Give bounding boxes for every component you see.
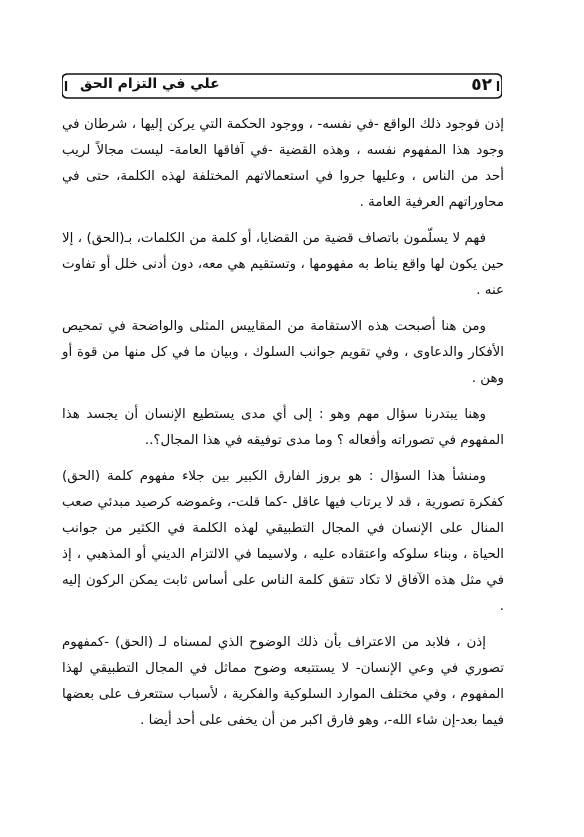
page-number: ٥٢ [471,75,492,95]
body-text [62,112,504,744]
paragraph: إذن فوجود ذلك الواقع -في نفسه- ، ووجود الحكمة التي يركن إليها ، شرطان في وجود هذا المفهوم نفسه ، وهذه القضية -في آفاقها العامة- ليست مجالاً لريب أحد من الناس ، وعليها جروا في استعمالاتهم المختلفة لهذه الكلمة، حتى في محاوراتهم العرفية العامة . [62,117,504,210]
paragraph: إذن ، فلابد من الاعتراف بأن ذلك الوضوح الذي لمسناه لـ (الحق) -كمفهوم تصوري في وعي الإنسان- لا يستتبعه وضوح مماثل في المجال التطبيقي لهذا المفهوم ، وفي مختلف الموارد السلوكية والفكرية ، لأسباب ستتعرف على بعضها فيما بعد-إن شاء الله-، وهو فارق اكبر من أن يخفى على أحد أيضا . [62,635,504,728]
page-header [62,72,502,100]
paragraph: فهم لا يسلّمون باتصاف قضية من القضايا، أو كلمة من الكلمات، بـ(الحق) ، إلا حين يكون لها واقع يناط به مفهومها ، وتستقيم هي معه، دون أدنى خلل أو تفاوت عنه . [62,231,504,298]
paragraph: ومنشأ هذا السؤال : هو بروز الفارق الكبير بين جلاء مفهوم كلمة (الحق) كفكرة تصورية ، قد لا يرتاب فيها عاقل -كما قلت-، وغموضه كرصيد مبدئي صعب المنال على الإنسان في المجال التطبيقي لهذه الكلمة في الكثير من جوانب الحياة ، وبناء سلوكه واعتقاده عليه ، ولاسيما في الالتزام الديني أو المذهبي ، إذ في مثل هذه الآفاق لا تكاد تتفق كلمة الناس على أساس ثابت يمكن الركون إليه . [62,469,504,614]
running-title: علي في التزام الحق [80,76,220,92]
paragraph: وهنا يبتدرنا سؤال مهم وهو : إلى أي مدى يستطيع الإنسان أن يجسد هذا المفهوم في تصوراته وأفعاله ؟ وما مدى توفيقه في هذا المجال؟.. [62,407,504,448]
paragraph: ومن هنا أصبحت هذه الاستقامة من المقاييس المثلى والواضحة في تمحيص الأفكار والدعاوى ، وفي تقويم جوانب السلوك ، وبيان ما في كل منها من قوة أو وهن . [62,319,504,386]
